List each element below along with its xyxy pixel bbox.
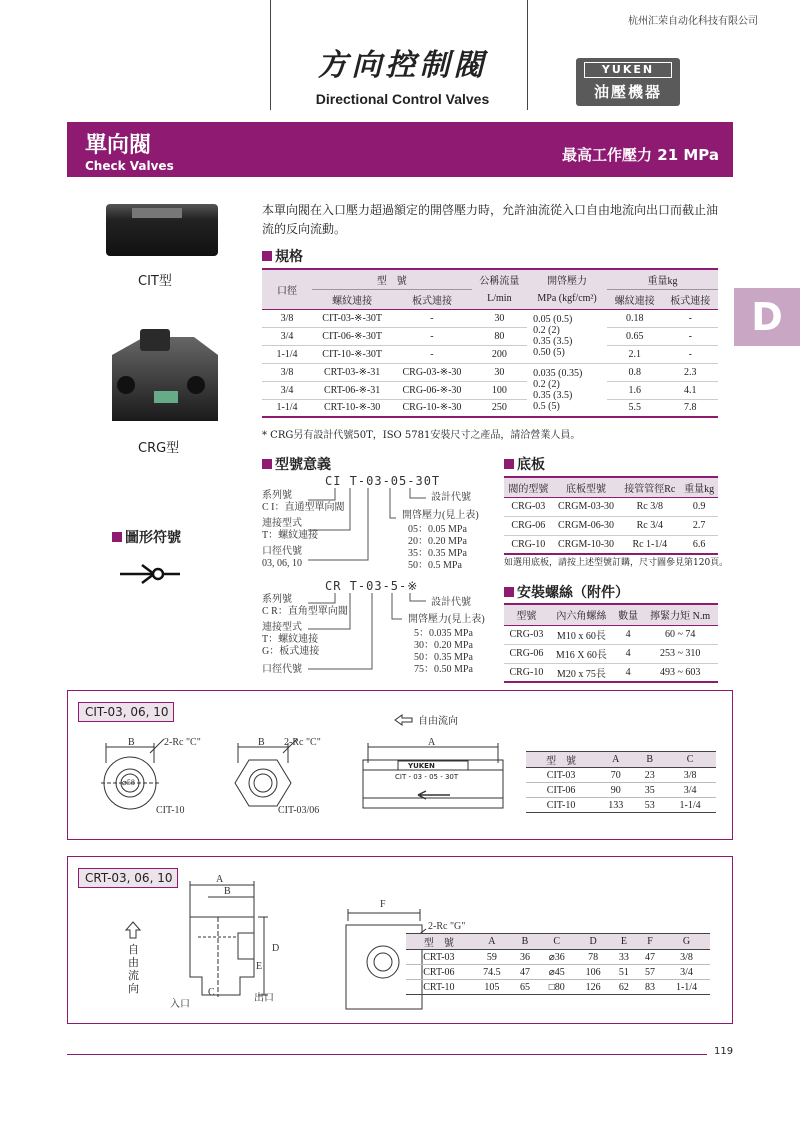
section-banner	[67, 122, 733, 177]
bolts-row: CRG-06 M16 X 60長 4 253 ~ 310	[504, 644, 718, 663]
symbol-heading: 圖形符號	[112, 527, 181, 547]
crt-dim-row: CRT-06 74.5 47 ⌀45 106 51 57 3/4	[406, 965, 710, 980]
max-pressure: 最高工作壓力 21 MPa	[562, 146, 719, 164]
spec-row: 3/8 CIT-03-※-30T - 30 0.05 (0.5) 0.2 (2) 0.35 (3.5) 0.50 (5) 0.18 -	[262, 309, 718, 327]
banner-subtitle: Check Valves	[85, 159, 174, 173]
page-title: 方向控制閥	[317, 48, 488, 83]
banner-title: 單向閥	[85, 133, 152, 158]
subplate-table: 閥的型號 底板型號 接管管徑Rc 重量kg CRG-03 CRGM-03-30 Rc 3/8 0.9 CRG-06 CRGM-06-30 Rc 3/4 2.7 CRG-10 CRGM-10-30 Rc 1-1/4 6.6	[504, 476, 718, 555]
spec-heading: 規格	[262, 246, 303, 266]
subplate-note: 如選用底板，請按上述型號訂購，尺寸圖參見第120頁。	[504, 558, 729, 568]
cit-dim-row: CIT-03 70 23 3/8	[526, 768, 716, 783]
cit-label: CIT型	[138, 274, 172, 289]
crt-dimension-box: CRT-03, 06, 10 自由流向 A B D E C 入口 出口 F 2-Rc "G" 型 號 A B C D E F G CRT-03 59 36 ⌀36 78 33 47 3/8 CRT-06 74.5 47 ⌀45 106 51 57 3/4 CRT-10 105 65 □80 126 62 83 1-1/4	[67, 856, 733, 1024]
yuken-logo: YUKEN 油壓機器	[576, 58, 680, 106]
cit-dim-row: CIT-10 133 53 1-1/4	[526, 798, 716, 813]
bolts-heading: 安裝螺絲（附件）	[504, 582, 629, 602]
spec-row: 3/8 CRT-03-※-31 CRG-03-※-30 30 0.035 (0.35) 0.2 (2) 0.35 (3.5) 0.5 (5) 0.8 2.3	[262, 363, 718, 381]
crt-dim-row: CRT-10 105 65 □80 126 62 83 1-1/4	[406, 980, 710, 995]
bolts-row: CRG-10 M20 x 75長 4 493 ~ 603	[504, 663, 718, 682]
section-tab-d[interactable]: D	[734, 288, 800, 346]
subplate-row: CRG-03 CRGM-03-30 Rc 3/8 0.9	[504, 497, 718, 516]
footer-rule	[67, 1054, 707, 1055]
cr-model-code: CR T-03-5-※	[325, 579, 419, 593]
cit-valve-image	[104, 200, 224, 260]
spec-row: 3/4 CIT-06-※-30T - 80 0.65 -	[262, 327, 718, 345]
check-valve-symbol-icon	[118, 562, 182, 586]
spec-row: 3/4 CRT-06-※-31 CRG-06-※-30 100 1.6 4.1	[262, 381, 718, 399]
spec-table: 口徑 型 號 公稱流量 開啓壓力 重量kg 螺紋連接 板式連接 L/min MPa (kgf/cm²) 螺紋連接 板式連接 3/8 CIT-03-※-30T - 30 0.05 (0.5) 0.2 (2) 0.35 (3.5) 0.50 (5) 0.18 - 3/4 CIT-06-※-30T - 80 0.65 - 1-1/4 CIT-10-※-30T - 200 2.1 - 3/8 CRT-03-※-31 CRG-03-※-30 30 0.035 (0.35) 0.2 (2) 0.35 (3.5) 0.5 (5) 0.8 2.3 3/4 CRT-06-※-31 CRG-06-※-30 100 1.6 4.1 1-1/4 CRT-10-※-30 CRG-10-※-30 250 5.5 7.8	[262, 268, 718, 418]
subplate-heading: 底板	[504, 454, 545, 474]
page-subtitle: Directional Control Valves	[315, 91, 490, 107]
bolts-table: 型號 內六角螺絲 數量 擰緊力矩 N.m CRG-03 M10 x 60長 4 60 ~ 74 CRG-06 M16 X 60長 4 253 ~ 310 CRG-10 M20 x 75長 4 493 ~ 603	[504, 603, 718, 683]
spec-row: 1-1/4 CRT-10-※-30 CRG-10-※-30 250 5.5 7.8	[262, 399, 718, 417]
flow-arrow-icon	[394, 714, 414, 726]
crt-dim-row: CRT-03 59 36 ⌀36 78 33 47 3/8	[406, 950, 710, 965]
company-name: 杭州汇荣自动化科技有限公司	[628, 16, 758, 27]
crg-valve-image	[104, 325, 224, 430]
subplate-row: CRG-06 CRGM-06-30 Rc 3/4 2.7	[504, 516, 718, 535]
model-heading: 型號意義	[262, 454, 331, 474]
cit-model-code: CI T-03-05-30T	[325, 474, 441, 488]
cit-box-title: CIT-03, 06, 10	[78, 702, 174, 722]
frame-line-right	[527, 0, 528, 110]
crt-dim-table: 型 號 A B C D E F G CRT-03 59 36 ⌀36 78 33 47 3/8 CRT-06 74.5 47 ⌀45 106 51 57 3/4 CRT-10 105 65 □80 126 62 83 1-1/4	[406, 933, 710, 995]
subplate-row: CRG-10 CRGM-10-30 Rc 1-1/4 6.6	[504, 535, 718, 554]
bolts-row: CRG-03 M10 x 60長 4 60 ~ 74	[504, 625, 718, 644]
crg-label: CRG型	[138, 441, 180, 456]
flow-up-arrow-icon	[124, 921, 142, 939]
cit-dimension-box: CIT-03, 06, 10 自由流向 B 2-Rc "C" B 2-Rc "C" A ⌀58 YUKEN CIT - 03 - 05 - 30T CIT-10 CIT-03/06 型 號 A B C CIT-03 70 23 3/8 CIT-06 90 35 3/4 CIT-10 133 53 1-1/4	[67, 690, 733, 840]
spec-note: * CRG另有設計代號50T，ISO 5781安裝尺寸之產品，請洽營業人員。	[262, 430, 581, 441]
intro-text: 本單向閥在入口壓力超過額定的開啓壓力時，允許油流從入口自由地流向出口而截止油流的反向流動。	[262, 203, 719, 236]
spec-row: 1-1/4 CIT-10-※-30T - 200 2.1 -	[262, 345, 718, 363]
crt-box-title: CRT-03, 06, 10	[78, 868, 178, 888]
page-number: 119	[714, 1046, 734, 1057]
frame-line-left	[270, 0, 271, 110]
cit-dim-table: 型 號 A B C CIT-03 70 23 3/8 CIT-06 90 35 3/4 CIT-10 133 53 1-1/4	[526, 751, 716, 813]
cit-dim-row: CIT-06 90 35 3/4	[526, 783, 716, 798]
